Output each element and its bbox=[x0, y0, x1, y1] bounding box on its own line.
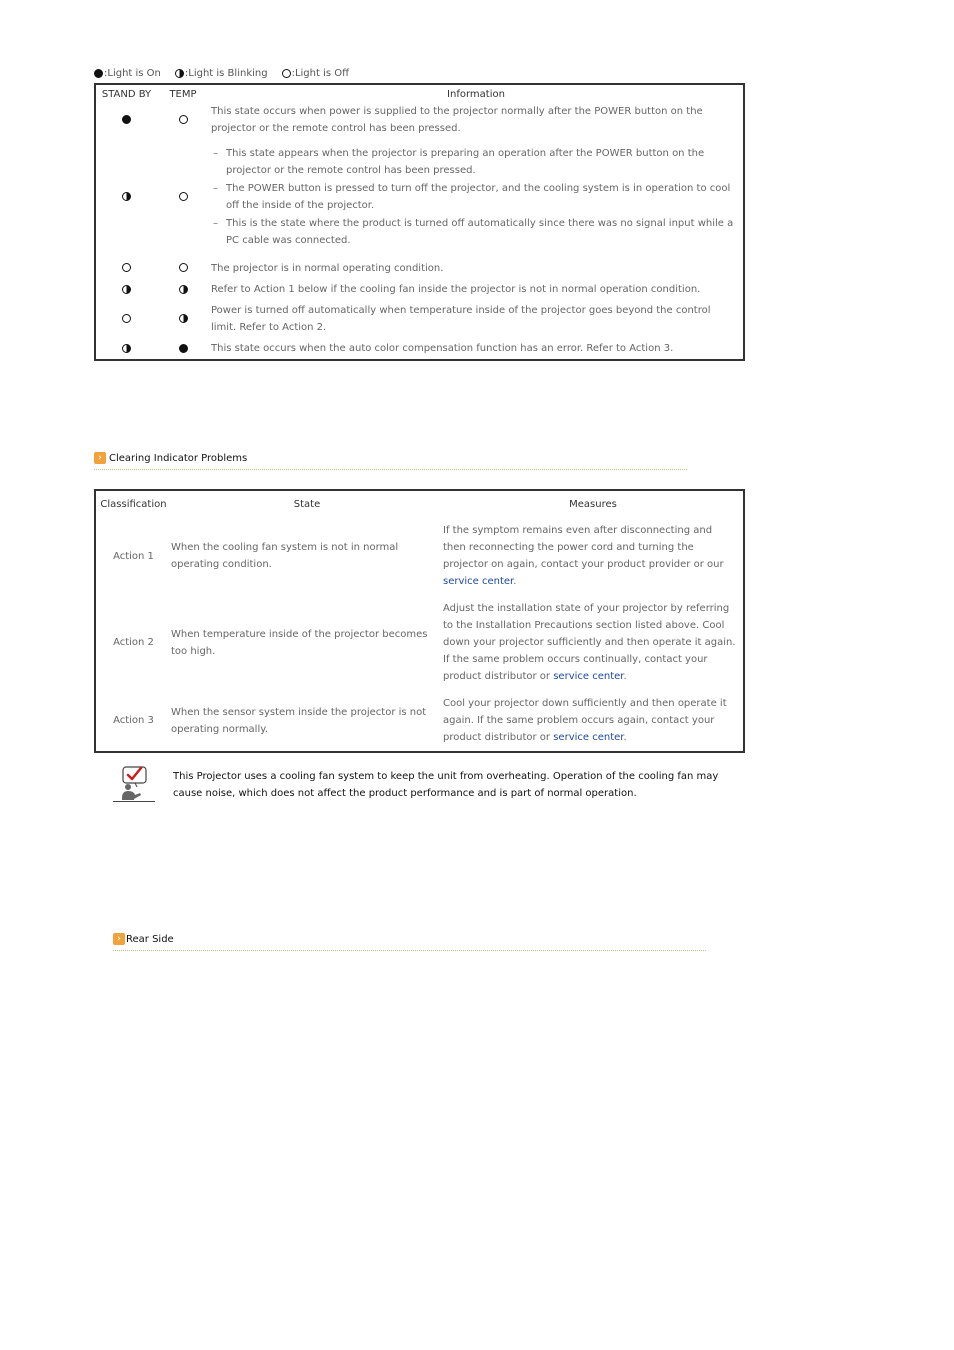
table-row bbox=[95, 595, 744, 690]
info-cell: This state occurs when power is supplied to the projector normally after the POWER button on the projector or the remote control has been pressed. bbox=[211, 106, 703, 134]
service-center-link[interactable]: service center bbox=[553, 671, 624, 682]
action-label: Action 3 bbox=[113, 715, 154, 726]
section-arrow-icon: › bbox=[94, 452, 106, 464]
action-label: Action 1 bbox=[113, 550, 154, 562]
temp-light-off-icon bbox=[179, 192, 188, 201]
section-title: Clearing Indicator Problems bbox=[109, 453, 248, 464]
service-center-link[interactable]: service center bbox=[443, 576, 514, 587]
section-divider bbox=[113, 950, 706, 951]
table-row bbox=[95, 103, 744, 137]
table-row bbox=[95, 257, 744, 279]
measure-cell: Cool your projector down sufficiently and then operate it again. If the same problem occurs again, contact your product distributor or service center. bbox=[443, 698, 727, 743]
header-classification: Classification bbox=[100, 498, 167, 510]
table-row bbox=[95, 338, 744, 360]
info-bullet: – This is the state where the product is turned off automatically since there was no signal input while a PC cable was connected. bbox=[211, 215, 737, 249]
section-arrow-icon: › bbox=[113, 933, 125, 945]
header-standby: STAND BY bbox=[101, 88, 152, 100]
state-cell: When the cooling fan system is not in normal operating condition. bbox=[171, 542, 399, 570]
note-checkmark-icon bbox=[113, 764, 155, 802]
section-heading-clearing bbox=[94, 452, 247, 464]
table-header-row bbox=[95, 84, 744, 103]
info-bullet: – The POWER button is pressed to turn off the projector, and the cooling system is in operation to cool off the inside of the projector. bbox=[211, 180, 737, 214]
section-title: Rear Side bbox=[126, 934, 174, 945]
info-cell: Refer to Action 1 below if the cooling fan inside the projector is not in normal operation condition. bbox=[211, 284, 701, 295]
indicator-legend bbox=[94, 68, 363, 79]
info-cell: The projector is in normal operating condition. bbox=[211, 262, 444, 274]
action-label: Action 2 bbox=[113, 637, 154, 648]
service-center-link[interactable]: service center bbox=[553, 732, 624, 743]
legend-item-on: :Light is On bbox=[94, 68, 161, 79]
temp-light-off-icon bbox=[179, 263, 188, 272]
header-measures: Measures bbox=[569, 498, 617, 510]
section-heading-rear bbox=[113, 933, 174, 945]
temp-light-blinking-icon bbox=[179, 285, 188, 294]
temp-light-on-icon bbox=[179, 344, 188, 353]
header-state: State bbox=[293, 498, 321, 510]
standby-light-off-icon bbox=[122, 263, 131, 272]
temp-light-blinking-icon bbox=[179, 314, 188, 323]
legend-item-blinking: :Light is Blinking bbox=[175, 68, 268, 79]
state-cell: When temperature inside of the projector becomes too high. bbox=[171, 628, 428, 657]
section-divider bbox=[94, 469, 687, 470]
light-on-icon bbox=[94, 69, 103, 78]
standby-light-on-icon bbox=[122, 115, 131, 124]
standby-light-off-icon bbox=[122, 314, 131, 323]
info-cell bbox=[209, 137, 744, 257]
info-bullet: – This state appears when the projector is preparing an operation after the POWER button on the projector or the remote control has been pressed. bbox=[211, 145, 737, 179]
measure-cell: Adjust the installation state of your projector by referring to the Installation Precautions section listed above. Cool down your projector sufficiently and then operate it again. If the same problem occurs continually, contact your product distributor or service center. bbox=[443, 603, 736, 682]
standby-light-blinking-icon bbox=[122, 192, 131, 201]
state-cell: When the sensor system inside the projector is not operating normally. bbox=[171, 706, 427, 735]
light-blinking-icon bbox=[175, 69, 184, 78]
table-row bbox=[95, 137, 744, 257]
table-row bbox=[95, 279, 744, 300]
info-cell: This state occurs when the auto color compensation function has an error. Refer to Action 3. bbox=[211, 343, 674, 354]
actions-table bbox=[94, 489, 745, 753]
legend-item-off: :Light is Off bbox=[282, 68, 349, 79]
table-row bbox=[95, 300, 744, 338]
indicator-table bbox=[94, 83, 745, 361]
note-text: This Projector uses a cooling fan system to keep the unit from overheating. Operation of the cooling fan may cause noise, which does not affect the product performance and is part of normal operation. bbox=[173, 771, 719, 799]
info-cell: Power is turned off automatically when temperature inside of the projector goes beyond the control limit. Refer to Action 2. bbox=[211, 305, 711, 333]
temp-light-off-icon bbox=[179, 115, 188, 124]
table-row bbox=[95, 690, 744, 752]
standby-light-blinking-icon bbox=[122, 285, 131, 294]
measure-cell: If the symptom remains even after disconnecting and then reconnecting the power cord and turning the projector on again, contact your product provider or our service center. bbox=[443, 525, 724, 587]
standby-light-blinking-icon bbox=[122, 344, 131, 353]
header-temp: TEMP bbox=[169, 88, 197, 100]
light-off-icon bbox=[282, 69, 291, 78]
header-information: Information bbox=[447, 88, 505, 100]
table-row bbox=[95, 517, 744, 595]
table-header-row bbox=[95, 490, 744, 517]
